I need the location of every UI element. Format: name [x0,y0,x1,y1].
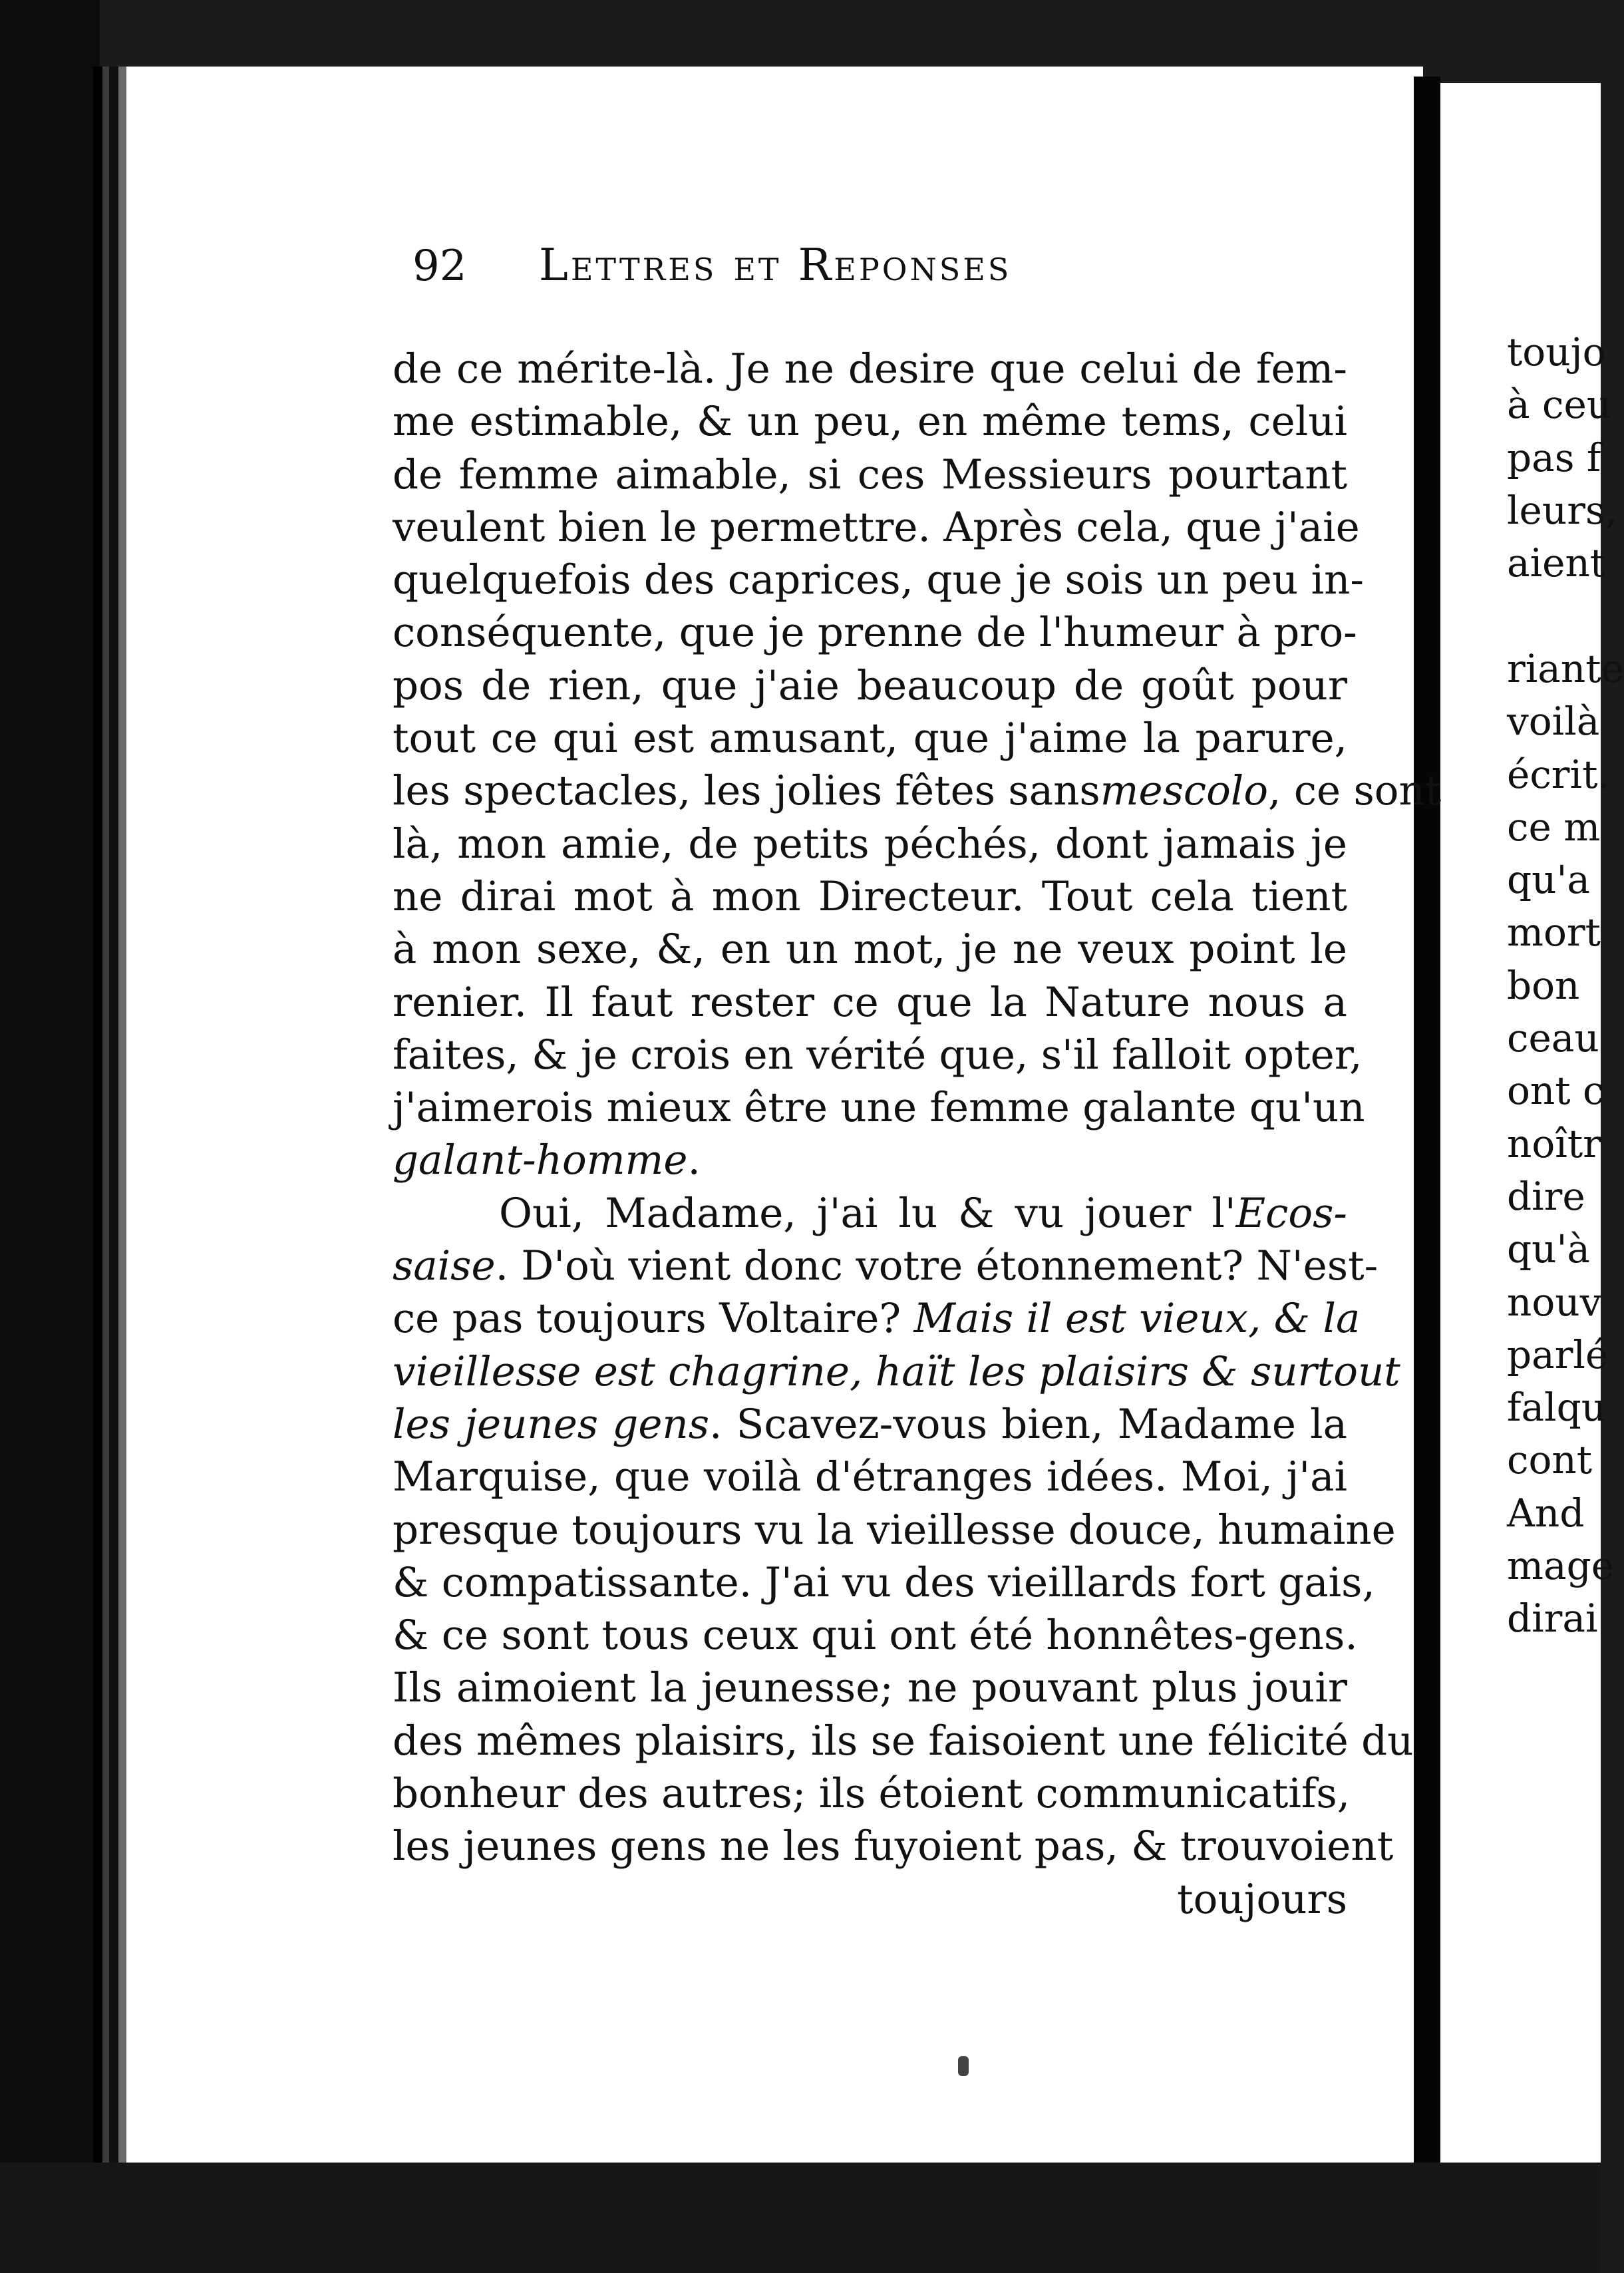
right-page-line: leurs, [1507,487,1618,533]
right-page-line: voilà [1507,699,1600,745]
text-line [393,870,1347,923]
text-run: Marquise, que voilà d'étranges idées. Moi, j'ai [393,1453,1347,1501]
text-run: de ce mérite-là. Je ne desire que celui de fem- [393,345,1347,393]
scan-bottom-border [0,2163,1601,2273]
text-run: . [687,1136,701,1184]
right-page-line: ceau [1507,1015,1599,1061]
text-run: pos de rien, que j'aie beaucoup de goût pour [393,661,1347,709]
text-line [393,606,1357,659]
text-run: quelquefois des caprices, que je sois un peu in- [393,556,1364,604]
italic-run: galant-homme [393,1136,688,1184]
text-run: . Scavez-vous bien, Madame la [709,1400,1347,1448]
text-line [393,1504,1396,1556]
text-line [393,1029,1363,1081]
right-page-line: dirai [1507,1596,1598,1642]
right-page-line: parlé [1507,1331,1609,1377]
body-text [393,343,1442,1926]
text-line [393,1240,1379,1292]
text-line [393,1609,1358,1661]
text-run: les spectacles, les jolies fêtes sans [393,767,1100,815]
right-page-line: qu'a [1507,857,1591,903]
text-line [393,1345,1400,1398]
text-line [393,501,1360,554]
text-run: . D'où vient donc votre étonnement? N'est- [495,1242,1379,1290]
text-run: bonheur des autres; ils étoient communicatifs, [393,1770,1351,1818]
text-line [393,976,1347,1029]
catchword: toujours [1177,1875,1347,1923]
text-line [393,1451,1347,1503]
book-spine-shadow [0,0,100,2273]
text-line [393,1187,1347,1240]
right-page-line: mage [1507,1543,1615,1589]
text-line [393,659,1347,712]
text-run: Ils aimoient la jeunesse; ne pouvant plus jouir [393,1664,1347,1712]
right-page-line: And [1507,1490,1585,1536]
text-run: ce pas toujours Voltaire? [393,1295,901,1343]
right-page-line: ce m [1507,804,1601,850]
right-page-line: aient [1507,540,1606,586]
text-line [393,343,1347,395]
page-number: 92 [412,242,467,291]
right-page-line: ont c [1507,1068,1605,1114]
ink-spot [958,2056,969,2076]
right-page-line: noîtr [1507,1121,1601,1166]
text-line [393,554,1364,606]
text-run: là, mon amie, de petits péchés, dont jamais je [393,820,1347,868]
text-line [393,818,1347,870]
right-page-line: écrit. [1507,751,1610,797]
book-gutter [1414,77,1440,2173]
right-page-line: qu'à [1507,1226,1591,1272]
text-run: & compatissante. J'ai vu des vieillards fort gais, [393,1558,1375,1606]
right-page-line [1507,590,1601,643]
text-run: à mon sexe, &, en un mot, je ne veux point le [393,926,1347,973]
text-run: , ce sont [1268,767,1442,815]
italic-run: les jeunes gens [393,1400,710,1448]
text-line [393,395,1347,448]
text-line [393,1767,1351,1820]
running-head [412,240,1331,291]
right-page-text [1507,326,1624,1646]
text-line [393,765,1442,817]
text-line [393,1398,1347,1451]
right-page-line: riante [1507,645,1624,691]
text-line [393,923,1347,975]
italic-run: vieillesse est chagrine, haït les plaisirs & surtout [393,1347,1400,1395]
right-page-line: mort [1507,910,1601,956]
italic-run: saise [393,1242,496,1290]
right-page-line: à ceu [1507,382,1612,428]
text-run: & ce sont tous ceux qui ont été honnêtes-gens. [393,1612,1358,1660]
text-run: conséquente, que je prenne de l'humeur à pro- [393,609,1357,657]
text-line [393,1292,1361,1345]
right-page-line: toujo [1507,329,1606,375]
text-line [393,1820,1394,1872]
text-run: presque toujours vu la vieillesse douce, humaine [393,1506,1396,1554]
text-run: ne dirai mot à mon Directeur. Tout cela tient [393,872,1347,920]
text-line [393,1134,1347,1186]
text-line [393,1715,1414,1767]
right-page-line: bon [1507,962,1580,1008]
text-run: j'aimerois mieux être une femme galante qu'un [393,1084,1365,1132]
text-line [393,448,1347,501]
text-line [393,1661,1347,1714]
text-run: les jeunes gens ne les fuyoient pas, & trouvoient [393,1823,1394,1870]
running-title: Lettres et Reponses [539,240,1012,291]
text-run: des mêmes plaisirs, ils se faisoient une félicité du [393,1717,1414,1765]
right-page-line: nouv [1507,1279,1602,1325]
text-line [393,1081,1365,1134]
text-run: faites, & je crois en vérité que, s'il falloit opter, [393,1031,1363,1079]
text-run: de femme aimable, si ces Messieurs pourtant [393,450,1347,498]
right-page-line: dire [1507,1173,1585,1219]
italic-run: Ecos- [1235,1189,1347,1237]
italic-run: mescolo [1100,767,1269,815]
text-run: veulent bien le permettre. Après cela, que j'aie [393,503,1360,551]
text-line [393,1556,1375,1609]
text-run: Oui, Madame, j'ai lu & vu jouer l' [499,1189,1236,1237]
right-page-line: cont [1507,1437,1593,1483]
right-page-line: pas f [1507,435,1601,480]
text-run: tout ce qui est amusant, que j'aime la parure, [393,715,1347,763]
text-run: me estimable, & un peu, en même tems, celui [393,398,1347,446]
text-line [393,712,1347,765]
italic-run: Mais il est vieux, & la [901,1295,1361,1343]
text-run: renier. Il faut rester ce que la Nature nous a [393,978,1347,1026]
right-page-line: falqu [1507,1385,1607,1431]
